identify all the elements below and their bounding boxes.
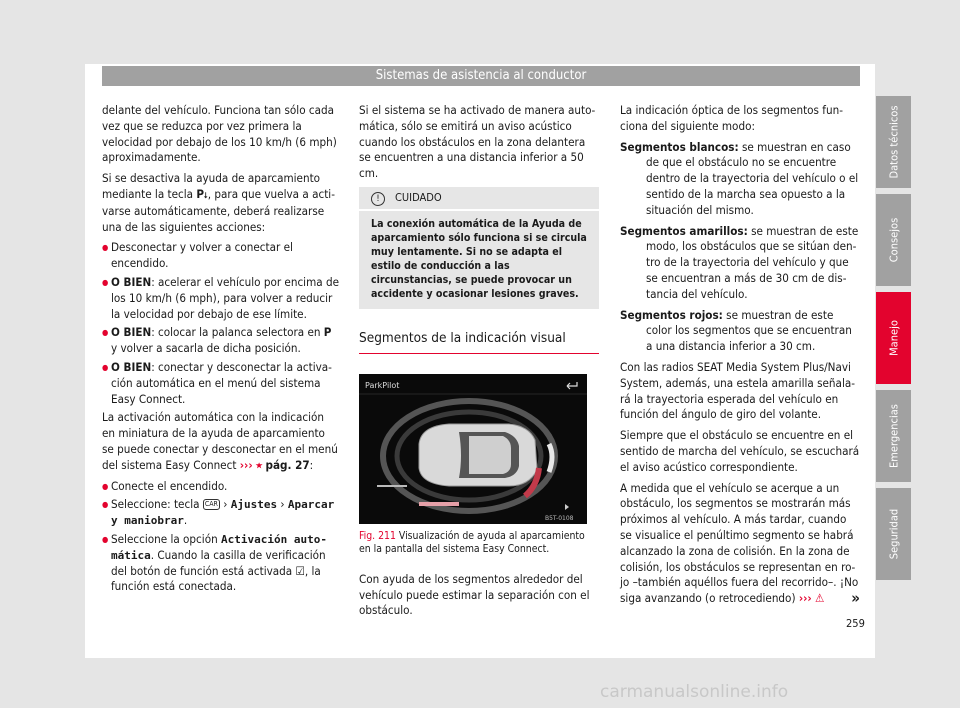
park-key-icon: P⭣: [196, 186, 208, 201]
car-image: [419, 424, 537, 486]
ref-arrows: ›››: [798, 591, 812, 606]
paragraph: delante del vehículo. Funciona tan sólo cada vez que se reduzca por vez primera la velocidad por debajo de los 10 km/h (6 mph) aproximadamente.: [102, 103, 337, 165]
list-item: ● Seleccione: tecla CAR › Ajustes › Aparcar y maniobrar.: [102, 497, 339, 529]
tab-datos-tecnicos[interactable]: Datos técnicos: [876, 96, 911, 188]
page-header: Sistemas de asistencia al conductor: [102, 66, 860, 86]
caution-text: La conexión automática de la Ayuda de aparcamiento sólo funciona si se circula muy lentamente. Si no se adapta el estilo de conducción a las circunstancias, se puede provocar un accidente y ocasionar lesiones graves.: [371, 217, 587, 300]
warning-icon: ⚠: [815, 591, 825, 606]
tab-manejo[interactable]: Manejo: [876, 292, 911, 384]
definition-item: Segmentos amarillos: se muestran de este modo, los obstáculos que se sitúan dentro de la trayectoria del vehículo y que se encuentran a más de 30 cm de distancia del vehículo.: [620, 223, 859, 301]
list-item: ● O BIEN: conectar y desconectar la activación automática en el menú del sistema Easy Connect.: [102, 360, 339, 407]
parkpilot-figure: [359, 374, 587, 524]
tab-emergencias[interactable]: Emergencias: [876, 390, 911, 482]
tab-seguridad[interactable]: Seguridad: [876, 488, 911, 580]
paragraph: Si el sistema se ha activado de manera automática, sólo se emitirá un aviso acústico cuando los obstáculos en la zona delantera se encuentren a una distancia inferior a 50 cm.: [359, 103, 596, 181]
park-assist-icon: ⭒: [255, 457, 263, 472]
figure-caption: Fig. 211 Visualización de ayuda al aparcamiento en la pantalla del sistema Easy Connect.: [359, 529, 585, 555]
screen-title: ParkPilot: [365, 380, 400, 390]
car-key-icon: CAR: [204, 500, 218, 509]
column-3: [620, 103, 860, 612]
paragraph: Con las radios SEAT Media System Plus/Navi System, además, una estela amarilla señalará la trayectoria esperada del vehículo en función del ángulo de giro del volante.: [620, 359, 855, 422]
tab-consejos[interactable]: Consejos: [876, 194, 911, 286]
page-reference-link[interactable]: pág. 27: [265, 457, 310, 472]
checkbox-icon: ☑: [295, 563, 305, 578]
definition-item: Segmentos rojos: se muestran de este color los segmentos que se encuentran a una distancia inferior a 30 cm.: [620, 307, 852, 354]
paragraph: A medida que el vehículo se acerque a un obstáculo, los segmentos se mostrarán más próximos al vehículo. A más tardar, cuando se visualice el penúltimo segmento se habrá alcanzado la zona de colisión. En la zona de colisión, los obstáculos se representan en rojo –también aquéllos fuera del recorrido–. ¡No siga avanzando (o retrocediendo) ››› ⚠ »: [620, 480, 860, 608]
column-1: [102, 103, 339, 598]
watermark: carmanualsonline.info: [600, 682, 789, 702]
page-number: 259: [846, 617, 865, 630]
column-2: [359, 103, 599, 624]
list-item: ● Seleccione la opción Activación automática. Cuando la casilla de verificación del botón de función está activada ☑, la función está conectada.: [102, 532, 339, 595]
list-item: ● O BIEN: colocar la palanca selectora en P y volver a sacarla de dicha posición.: [102, 325, 339, 357]
parkpilot-screen: [359, 374, 587, 524]
list-item: ● O BIEN: acelerar el vehículo por encima de los 10 km/h (6 mph), para volver a reducir la velocidad por debajo de ese límite.: [102, 275, 339, 322]
figure-code: B5T-0108: [545, 514, 574, 522]
exclamation-icon: !: [371, 192, 385, 206]
paragraph: Con ayuda de los segmentos alrededor del vehículo puede estimar la separación con el obstáculo.: [359, 571, 590, 618]
paragraph: La activación automática con la indicación en miniatura de la ayuda de aparcamiento se puede conectar y desconectar en el menú del sistema Easy Connect ››› ⭒ pág. 27:: [102, 410, 338, 472]
paragraph: La indicación óptica de los segmentos funciona del siguiente modo:: [620, 103, 843, 133]
definition-item: Segmentos blancos: se muestran en caso de que el obstáculo no se encuentre dentro de la trayectoria del vehículo o el sentido de la marcha sea opuesto a la situación del mismo.: [620, 139, 859, 217]
list-item: ● Conecte el encendido.: [102, 479, 339, 495]
continue-icon: »: [851, 589, 860, 608]
caution-label: CUIDADO: [395, 190, 442, 204]
list-item: ● Desconectar y volver a conectar el encendido.: [102, 240, 339, 272]
paragraph: Siempre que el obstáculo se encuentre en el sentido de marcha del vehículo, se escuchará el aviso acústico correspondiente.: [620, 428, 860, 474]
ref-arrows: ›››: [239, 457, 253, 472]
section-title: Segmentos de la indicación visual: [359, 331, 599, 354]
paragraph: Si se desactiva la ayuda de aparcamiento mediante la tecla P⭣, para que vuelva a activarse automáticamente, deberá realizarse una de las siguientes acciones:: [102, 171, 335, 234]
caution-box: [359, 187, 599, 309]
